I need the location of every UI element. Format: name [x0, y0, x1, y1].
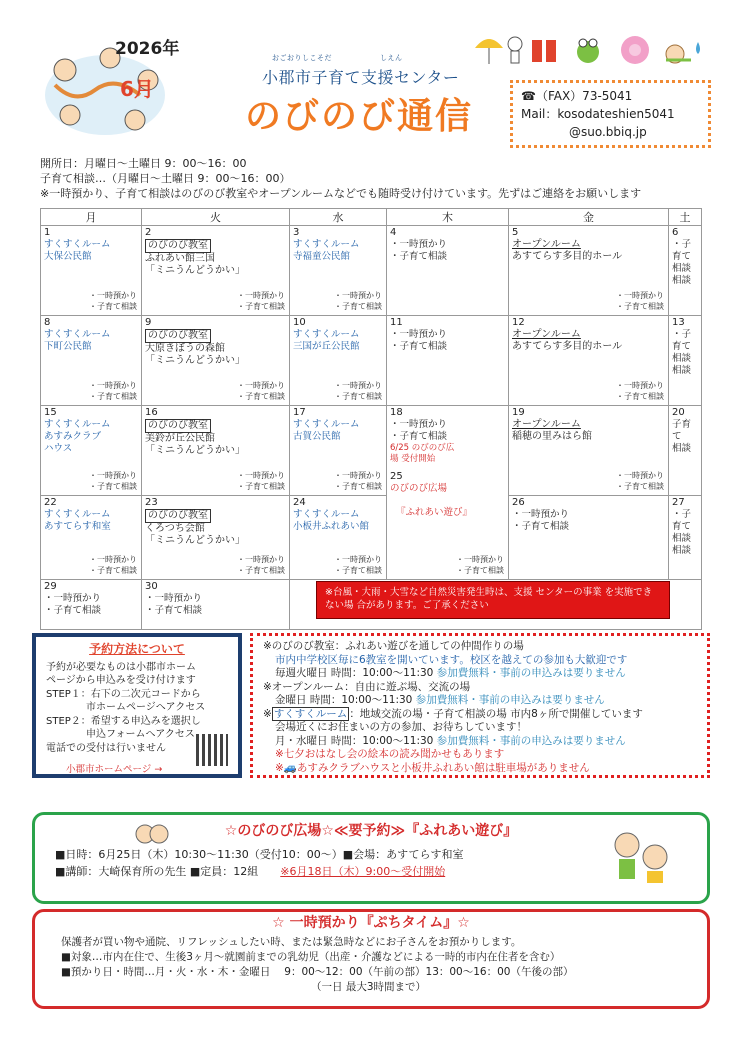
service: ・一時預かり — [145, 593, 203, 604]
day-cell — [142, 580, 290, 630]
event-detail: 『ふれあい遊び』 — [396, 507, 473, 518]
services: ・一時預かり ・子育て相談 — [616, 381, 664, 401]
day-cell — [669, 316, 702, 406]
info-line: ※のびのび教室：ふれあい遊びを通しての仲間作りの場 — [263, 640, 524, 652]
services: ・一時預かり ・子育て相談 — [334, 291, 382, 311]
reservation-title: 予約方法について — [89, 642, 185, 656]
reservation-line: ページから申込みを受け付けます — [46, 675, 196, 686]
service: ・子育て相談 — [390, 251, 448, 262]
date: 17 — [293, 407, 306, 418]
service: ・一時預かり — [390, 419, 448, 430]
day-cell — [509, 496, 669, 580]
date: 3 — [293, 227, 300, 238]
date: 12 — [512, 317, 525, 328]
opening-info — [40, 156, 641, 201]
notice: 場 受付開始 — [390, 454, 436, 464]
date: 9 — [145, 317, 152, 328]
info-line: 会場近くにお住まいの方の参加、お待ちしています！ — [275, 721, 527, 733]
date: 23 — [145, 497, 158, 508]
disaster-warning: ※台風・大雨・大雪など自然災害発生時は、支援 センターの事業 を実施できない場 合があります。ご了承ください — [316, 581, 670, 619]
day-cell — [669, 496, 702, 580]
header-tue: 火 — [142, 209, 290, 226]
event-line: ■日時：6月25日（木）10:30～11:30（受付10：00～）■会場：あすてらす和室 — [55, 848, 464, 861]
puchi-line: 保護者が買い物や通院、リフレッシュしたい時、または緊急時などにお子さんをお預かりします。 — [61, 936, 522, 948]
event-name: すくすくルーム — [293, 419, 360, 430]
date: 22 — [44, 497, 57, 508]
date: 8 — [44, 317, 51, 328]
event-detail: 「ミニうんどうかい」 — [145, 355, 245, 366]
event-name: オープンルーム — [512, 239, 581, 250]
services: ・一時預かり ・子育て相談 — [237, 381, 285, 401]
date: 2 — [145, 227, 152, 238]
services: ・一時預かり ・子育て相談 — [616, 471, 664, 491]
services: ・一時預かり ・子育て相談 — [334, 555, 382, 575]
service: ・子育て相談 — [672, 239, 692, 274]
event-detail: 「ミニうんどうかい」 — [145, 265, 245, 276]
day-cell — [387, 316, 509, 406]
puchi-line: （一日 最大3時間まで） — [311, 981, 427, 993]
date: 18 — [390, 407, 403, 418]
header-mon: 月 — [41, 209, 142, 226]
day-cell — [509, 316, 669, 406]
day-cell — [290, 226, 387, 316]
services: ・一時預かり ・子育て相談 — [334, 381, 382, 401]
babies-illustration — [135, 821, 169, 847]
info-line: ※ すくすくルーム ：地域交流の場・子育て相談の場 市内8ヶ所で開催しています — [263, 707, 643, 720]
service: ・一時預かり — [512, 509, 570, 520]
center-name-text: 小郡市子育て支援センター — [262, 68, 460, 87]
event-name: オープンルーム — [512, 419, 581, 430]
venue: あすてらす多目的ホール — [512, 341, 623, 352]
day-cell — [41, 316, 142, 406]
services: ・一時預かり ・子育て相談 — [616, 291, 664, 311]
services: ・一時預かり ・子育て相談 — [89, 291, 137, 311]
venue: 大原きぼうの森館 — [145, 343, 225, 354]
date: 25 — [390, 471, 403, 482]
puchi-line: ■対象…市内在住で、生後3ヶ月～就園前までの乳幼児（出産・介護などによる一時的市内在住者を含む） — [61, 951, 561, 963]
venue: 三国が丘公民館 — [293, 341, 360, 352]
day-cell — [669, 226, 702, 316]
venue: 小板井ふれあい館 — [293, 521, 370, 532]
service: ・子育て相談 — [390, 431, 448, 442]
day-cell — [41, 580, 142, 630]
venue: あすみクラブ — [44, 431, 102, 442]
event-title: ☆のびのび広場☆≪要予約≫『ふれあい遊び』 — [224, 823, 518, 839]
header-thu: 木 — [387, 209, 509, 226]
date: 10 — [293, 317, 306, 328]
reservation-line: 予約が必要なものは小郡市ホーム — [46, 661, 196, 673]
info-line: ※オープンルーム：自由に遊ぶ場、交流の場 — [263, 680, 471, 693]
services: ・一時預かり ・子育て相談 — [456, 555, 504, 575]
event-detail: 「ミニうんどうかい」 — [145, 535, 245, 546]
day-cell — [41, 406, 142, 496]
intro-note: ※一時預かり、子育て相談はのびのび教室やオープンルームなどでも随時受け付けています。先ずはご連絡をお願いします — [40, 187, 642, 200]
services: ・一時預かり ・子育て相談 — [334, 471, 382, 491]
date: 1 — [44, 227, 51, 238]
venue: ハウス — [44, 443, 73, 454]
day-cell — [290, 316, 387, 406]
day-cell — [509, 226, 669, 316]
event-name: のびのび教室 — [145, 329, 211, 343]
date: 27 — [672, 497, 685, 508]
date: 20 — [672, 407, 685, 418]
phone-fax: ☎（FAX）73-5041 — [521, 89, 633, 103]
venue: 寺福童公民館 — [293, 251, 351, 262]
service: 相談 — [672, 443, 692, 454]
service: ・子育て相談 — [672, 509, 692, 544]
day-cell — [142, 226, 290, 316]
info-line: ※🚙あすみクラブハウスと小板井ふれあい館は駐車場がありません — [275, 761, 590, 774]
event-name: すくすくルーム — [44, 509, 111, 520]
reservation-line: 電話での受付は行いません — [46, 742, 166, 754]
programs-info — [250, 633, 710, 778]
contact-box — [510, 80, 711, 148]
day-cell — [142, 316, 290, 406]
services: ・一時預かり ・子育て相談 — [237, 555, 285, 575]
date: 16 — [145, 407, 158, 418]
event-line: ■講師：大崎保育所の先生 ■定員：12組 ※6月18日（木）9:00～受付開始 — [55, 865, 446, 878]
puchi-line: ■預かり日・時間…月・火・水・木・金曜日 9：00～12：00（午前の部）13：00～16：00（午後の部） — [61, 966, 574, 978]
day-cell — [387, 406, 509, 580]
service: ・子育て相談 — [672, 329, 692, 364]
day-cell — [669, 406, 702, 496]
date: 15 — [44, 407, 57, 418]
date: 26 — [512, 497, 525, 508]
info-line: 月・水曜日 時間：10:00～11:30 参加費無料・事前の申込みは要りません — [275, 734, 626, 747]
event-name: オープンルーム — [512, 329, 581, 340]
services: ・一時預かり ・子育て相談 — [237, 291, 285, 311]
date: 30 — [145, 581, 158, 592]
service: 子育て — [672, 419, 692, 442]
header-fri: 金 — [509, 209, 669, 226]
day-cell — [387, 226, 509, 316]
service: ・一時預かり — [44, 593, 102, 604]
notice: 6/25 のびのび広 — [390, 443, 455, 453]
date: 11 — [390, 317, 403, 328]
year: 2026年 — [115, 39, 180, 59]
event-name: のびのび教室 — [145, 239, 211, 253]
service: 相談 — [672, 545, 692, 556]
venue: 下町公民館 — [44, 341, 92, 352]
info-line: 毎週火曜日 時間：10:00～11:30 参加費無料・事前の申込みは要りません — [275, 667, 626, 679]
city-homepage-link[interactable]: 小郡市ホームページ → — [66, 764, 163, 775]
venue: 美鈴が丘公民館 — [145, 433, 215, 444]
day-cell — [290, 496, 387, 580]
event-name: すくすくルーム — [44, 329, 111, 340]
event-detail: 「ミニうんどうかい」 — [145, 445, 245, 456]
event-name: すくすくルーム — [44, 239, 111, 250]
info-line: ※七夕おはなし会の絵本の読み聞かせもあります — [275, 748, 505, 760]
rainy-season-decoration — [470, 30, 710, 70]
services: ・一時預かり ・子育て相談 — [237, 471, 285, 491]
reservation-line: STEP２：希望する申込みを選択し — [46, 715, 201, 727]
email-line1: Mail：kosodateshien5041 — [521, 107, 675, 121]
date: 5 — [512, 227, 519, 238]
event-name: のびのび教室 — [145, 419, 211, 433]
day-cell — [142, 496, 290, 580]
reservation-line: 申込フォームへアクセス — [46, 729, 195, 740]
service: 相談 — [672, 275, 692, 286]
venue: 大保公民館 — [44, 251, 92, 262]
reservation-line: 市ホームページへアクセス — [46, 702, 206, 713]
day-cell — [142, 406, 290, 496]
venue: ふれあい館三国 — [145, 253, 215, 264]
venue: 古賀公民館 — [293, 431, 341, 442]
venue: 稲穂の里みはら館 — [512, 431, 592, 442]
date: 13 — [672, 317, 685, 328]
hiroba-event-box — [32, 812, 710, 904]
day-cell — [41, 496, 142, 580]
service: ・子育て相談 — [145, 605, 203, 616]
children-playing-illustration — [605, 825, 675, 885]
venue: くろつち会館 — [145, 523, 205, 534]
ruby-text: おごおりしこそだ — [272, 54, 332, 62]
puchi-time-box — [32, 909, 710, 1009]
header-sat: 土 — [669, 209, 702, 226]
date: 4 — [390, 227, 397, 238]
day-cell — [509, 406, 669, 496]
consultation-hours: 子育て相談…（月曜日～土曜日 9：00～16：00） — [40, 172, 291, 185]
reservation-line: STEP１：右下の二次元コードから — [46, 688, 201, 700]
info-line: 金曜日 時間：10:00～11:30 参加費無料・事前の申込みは要りません — [275, 694, 605, 706]
venue: あすてらす多目的ホール — [512, 251, 623, 262]
newsletter-title: のびのび通信 — [245, 96, 474, 137]
service: ・子育て相談 — [390, 341, 448, 352]
date: 29 — [44, 581, 57, 592]
day-cell — [41, 226, 142, 316]
service: ・子育て相談 — [44, 605, 102, 616]
day-cell — [290, 406, 387, 496]
calendar — [40, 208, 702, 630]
event-name: のびのび広場 — [390, 483, 448, 494]
event-name: のびのび教室 — [145, 509, 211, 523]
service: 相談 — [672, 365, 692, 376]
reservation-box — [32, 633, 242, 778]
event-name: すくすくルーム — [293, 329, 360, 340]
puchi-title: ☆ 一時預かり『ぷちタイム』☆ — [272, 915, 470, 931]
month: 6月 — [120, 77, 154, 101]
services: ・一時預かり ・子育て相談 — [89, 555, 137, 575]
services: ・一時預かり ・子育て相談 — [89, 471, 137, 491]
event-name: すくすくルーム — [44, 419, 111, 430]
header-wed: 水 — [290, 209, 387, 226]
event-name: すくすくルーム — [293, 509, 360, 520]
event-name: すくすくルーム — [293, 239, 360, 250]
venue: あすてらす和室 — [44, 521, 111, 532]
service: ・子育て相談 — [512, 521, 570, 532]
service: ・一時預かり — [390, 329, 448, 340]
date: 24 — [293, 497, 306, 508]
center-name — [262, 54, 460, 88]
date: 6 — [672, 227, 679, 238]
info-line: 市内中学校区毎に6教室を開いています。校区を越えての参加も大歓迎です — [275, 653, 628, 666]
email-line2: @suo.bbiq.jp — [569, 125, 647, 139]
qr-code[interactable] — [196, 734, 228, 766]
service: ・一時預かり — [390, 239, 448, 250]
opening-hours: 開所日：月曜日～土曜日 9：00～16：00 — [40, 157, 247, 170]
services: ・一時預かり ・子育て相談 — [89, 381, 137, 401]
ruby-text: しえん — [380, 54, 403, 62]
date: 19 — [512, 407, 525, 418]
